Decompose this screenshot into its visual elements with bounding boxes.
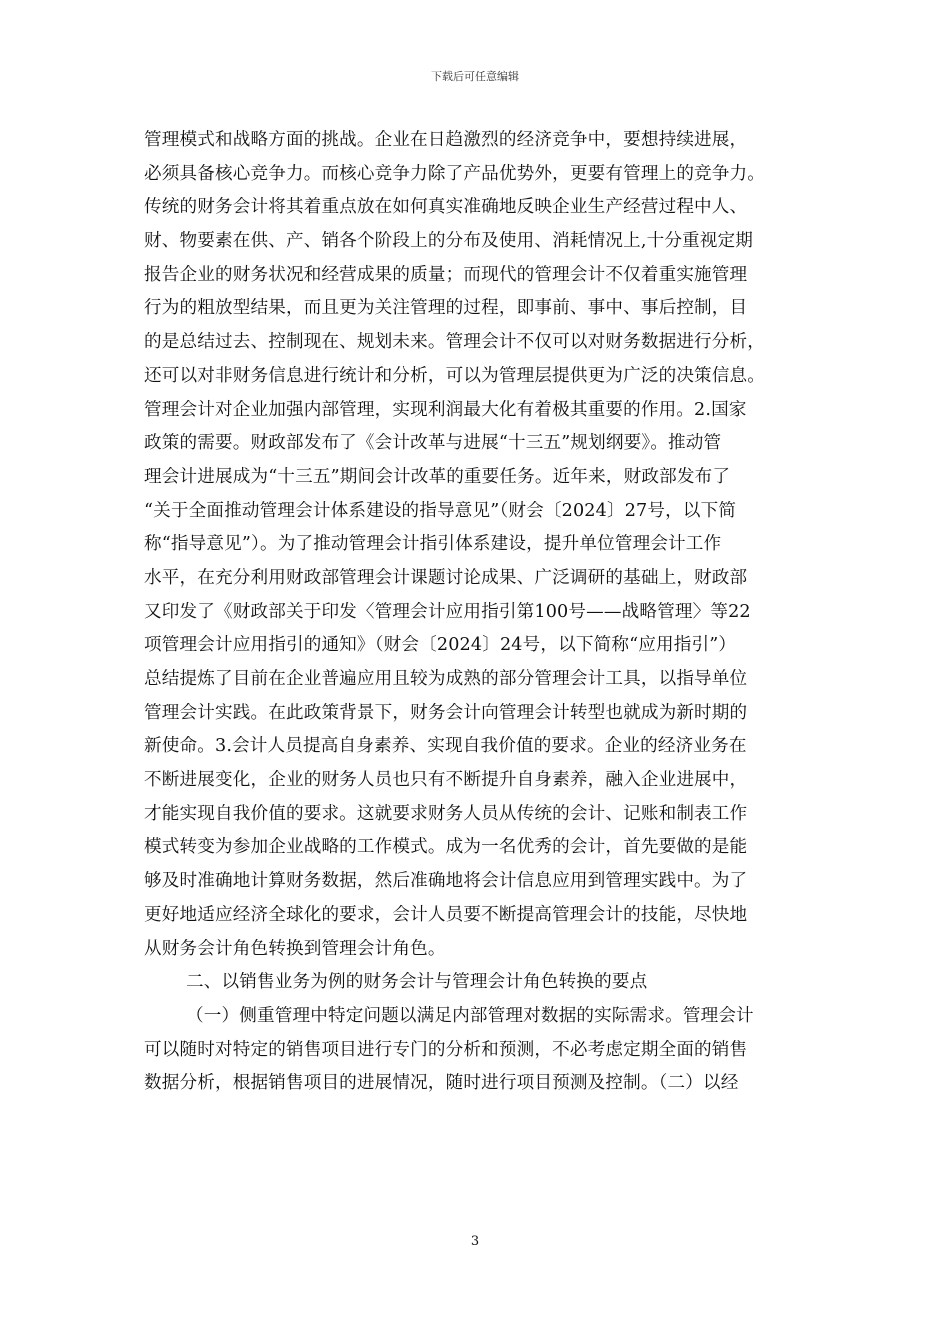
text-line: 总结提炼了目前在企业普遍应用且较为成熟的部分管理会计工具，以指导单位 [144, 669, 748, 689]
text-line: 从财务会计角色转换到管理会计角色。 [144, 938, 446, 959]
text-line: 新使命。3.会计人员提高自身素养、实现自我价值的要求。企业的经济业务在 [144, 736, 747, 757]
text-line: 行为的粗放型结果，而且更为关注管理的过程，即事前、事中、事后控制，目 [144, 298, 748, 319]
text-line: 可以随时对特定的销售项目进行专门的分析和预测，不必考虑定期全面的销售 [144, 1039, 748, 1060]
text-line: 管理会计实践。在此政策背景下，财务会计向管理会计转型也就成为新时期的 [144, 702, 748, 723]
text-line: 又印发了《财政部关于印发〈管理会计应用指引第100号——战略管理〉等22 [144, 601, 751, 622]
text-line: 的是总结过去、控制现在、规划未来。管理会计不仅可以对财务数据进行分析， [144, 332, 766, 353]
text-line: 称“指导意见”）。为了推动管理会计指引体系建设，提升单位管理会计工作 [144, 534, 722, 555]
text-line: 理会计进展成为“十三五”期间会计改革的重要任务。近年来，财政部发布了 [144, 466, 731, 487]
text-line: 水平，在充分利用财政部管理会计课题讨论成果、广泛调研的基础上，财政部 [144, 567, 748, 588]
text-line: 才能实现自我价值的要求。这就要求财务人员从传统的会计、记账和制表工作 [144, 803, 748, 824]
text-line: 项管理会计应用指引的通知》（财会〔2024〕24号，以下简称“应用指引”） [144, 635, 737, 656]
text-line: 传统的财务会计将其着重点放在如何真实准确地反映企业生产经营过程中人、 [144, 197, 748, 218]
text-line: 更好地适应经济全球化的要求，会计人员要不断提高管理会计的技能，尽快地 [144, 904, 748, 925]
page-number: 3 [470, 1234, 480, 1249]
body-text [144, 124, 816, 1101]
text-line: 不断进展变化，企业的财务人员也只有不断提升自身素养，融入企业进展中， [144, 770, 748, 791]
text-line: 数据分析，根据销售项目的进展情况，随时进行项目预测及控制。（二）以经 [144, 1073, 739, 1094]
text-line: 模式转变为参加企业战略的工作模式。成为一名优秀的会计，首先要做的是能 [144, 837, 748, 858]
text-line: 管理会计对企业加强内部管理，实现利润最大化有着极其重要的作用。2.国家 [144, 399, 747, 420]
page-header: 下载后可任意编辑 [431, 70, 519, 83]
text-line: 管理模式和战略方面的挑战。企业在日趋激烈的经济竞争中，要想持续进展， [144, 130, 748, 150]
text-line: 还可以对非财务信息进行统计和分析，可以为管理层提供更为广泛的决策信息。 [144, 365, 766, 386]
text-line: 财、物要素在供、产、销各个阶段上的分布及使用、消耗情况上,十分重视定期 [144, 231, 754, 252]
text-line: 报告企业的财务状况和经营成果的质量；而现代的管理会计不仅着重实施管理 [144, 264, 748, 285]
text-line: 二、以销售业务为例的财务会计与管理会计角色转换的要点 [186, 972, 648, 993]
text-line: 够及时准确地计算财务数据，然后准确地将会计信息应用到管理实践中。为了 [144, 871, 748, 892]
text-line: “关于全面推动管理会计体系建设的指导意见”（财会〔2024〕27号，以下简 [144, 500, 737, 521]
text-line: 政策的需要。财政部发布了《会计改革与进展“十三五”规划纲要》。推动管 [144, 433, 722, 454]
text-line: 必须具备核心竞争力。而核心竞争力除了产品优势外，更要有管理上的竞争力。 [144, 163, 766, 184]
text-line: （一）侧重管理中特定问题以满足内部管理对数据的实际需求。管理会计 [186, 1005, 754, 1026]
